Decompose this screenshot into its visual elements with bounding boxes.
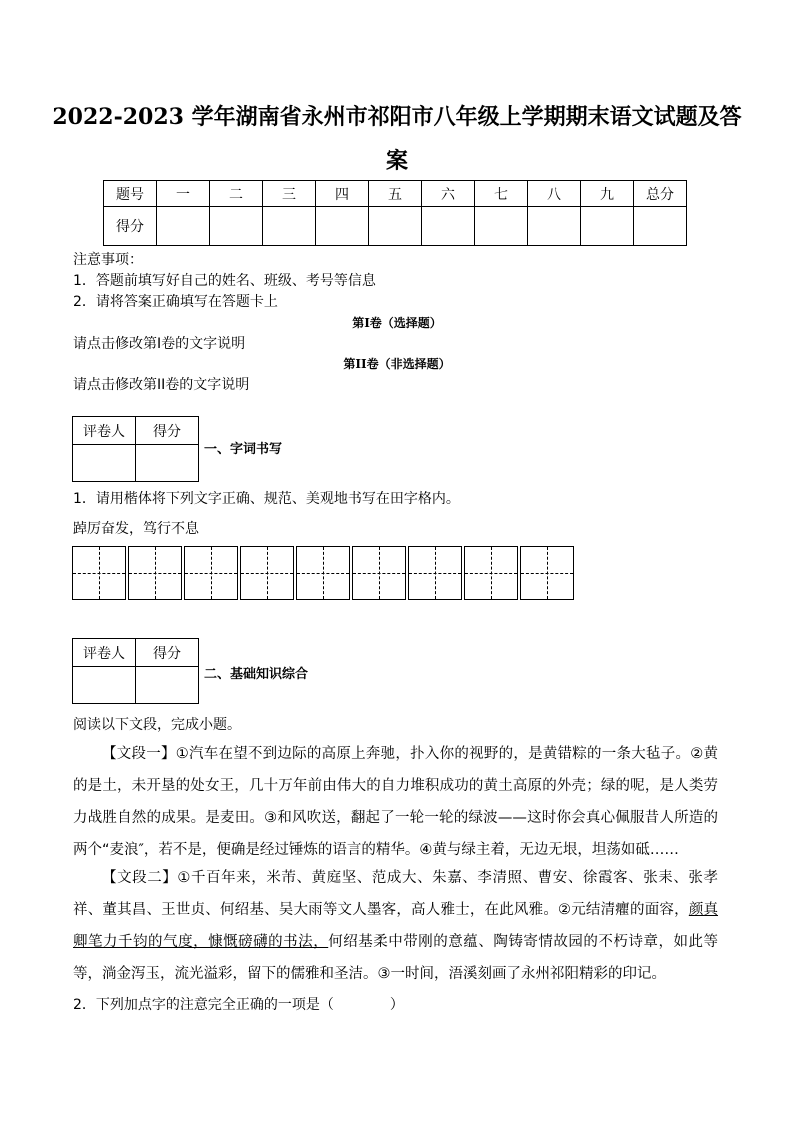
score-blank-cell[interactable]	[528, 207, 581, 246]
part1-hint[interactable]: 请点击修改第I卷的文字说明	[73, 336, 246, 352]
passage-two-part-b: 何绍基柔中带刚的意蕴、陶铸寄情故园的不朽诗章，如此等等，淌金泻玉，流光溢彩，留下的儒雅和圣洁。③一时间，浯溪刻画了永州祁阳精彩的印记。	[73, 934, 718, 982]
notice-heading: 注意事项：	[73, 252, 143, 268]
score-header-cell: 六	[422, 181, 475, 207]
tianzige-cell[interactable]	[520, 546, 574, 600]
tianzige-cell[interactable]	[296, 546, 350, 600]
score-row-label: 得分	[104, 207, 157, 246]
writing-words: 踔厉奋发，笃行不息	[73, 521, 199, 537]
section2-title: 二、基础知识综合	[204, 667, 309, 682]
passage-one	[73, 738, 718, 866]
score-table-score-row	[104, 207, 687, 246]
grader-score-label: 得分	[136, 417, 199, 445]
score-blank-cell[interactable]	[634, 207, 687, 246]
grader-score-blank[interactable]	[136, 667, 199, 704]
tianzige-cell[interactable]	[240, 546, 294, 600]
question-1: 1．请用楷体将下列文字正确、规范、美观地书写在田字格内。	[73, 491, 460, 507]
passage-two-underlined: 颜真卿笔力千钧的气度，慷慨磅礴的书法，	[73, 902, 719, 950]
tianzige-cell[interactable]	[128, 546, 182, 600]
score-blank-cell[interactable]	[263, 207, 316, 246]
score-header-cell: 八	[528, 181, 581, 207]
document-title-line1: 2022-2023 学年湖南省永州市祁阳市八年级上学期期末语文试题及答	[52, 104, 742, 130]
grader-box	[72, 638, 199, 704]
score-header-cell: 九	[581, 181, 634, 207]
passage-two	[73, 862, 718, 990]
score-header-cell: 二	[210, 181, 263, 207]
tianzige-cell[interactable]	[72, 546, 126, 600]
part2-title: 第II卷（非选择题）	[343, 357, 451, 371]
notice-item: 2．请将答案正确填写在答题卡上	[73, 294, 278, 310]
passage-two-part-a: 【文段二】①千百年来，米芾、黄庭坚、范成大、朱嘉、李清照、曹安、徐霞客、张耒、张孝祥、董其昌、王世贞、何绍基、吴大雨等文人墨客，高人雅士，在此风雅。②元结清癯的面容，	[73, 870, 718, 918]
score-blank-cell[interactable]	[369, 207, 422, 246]
score-blank-cell[interactable]	[210, 207, 263, 246]
question-2: 2．下列加点字的注意完全正确的一项是（ ）	[73, 997, 404, 1013]
grader-box	[72, 416, 199, 482]
score-header-cell: 四	[316, 181, 369, 207]
grader-reviewer-blank[interactable]	[73, 445, 136, 482]
tianzige-cell[interactable]	[184, 546, 238, 600]
score-table	[103, 180, 687, 246]
score-blank-cell[interactable]	[316, 207, 369, 246]
grader-reviewer-label: 评卷人	[73, 417, 136, 445]
score-header-cell: 五	[369, 181, 422, 207]
score-blank-cell[interactable]	[422, 207, 475, 246]
score-blank-cell[interactable]	[157, 207, 210, 246]
grader-score-blank[interactable]	[136, 445, 199, 482]
grader-reviewer-label: 评卷人	[73, 639, 136, 667]
score-header-cell: 题号	[104, 181, 157, 207]
grader-score-label: 得分	[136, 639, 199, 667]
notice-item: 1．答题前填写好自己的姓名、班级、考号等信息	[73, 273, 376, 289]
passage-one-text: 【文段一】①汽车在望不到边际的高原上奔驰，扑入你的视野的，是黄错粽的一条大毡子。②黄的是土，未开垦的处女王，几十万年前由伟大的自力堆积成功的黄土高原的外壳；绿的呢，是人类劳力战胜自然的成果。是麦田。③和风吹送，翻起了一轮一轮的绿波——这时你会真心佩服昔人所造的两个“麦浪″，若不是，便确是经过锤炼的语言的精华。④黄与绿主着，无边无垠，坦荡如砥……	[73, 746, 718, 858]
tianzige-cell[interactable]	[352, 546, 406, 600]
tianzige-cell[interactable]	[464, 546, 518, 600]
tianzige-cell[interactable]	[408, 546, 462, 600]
score-header-cell: 一	[157, 181, 210, 207]
grader-reviewer-blank[interactable]	[73, 667, 136, 704]
tianzige-grid	[72, 546, 576, 600]
score-header-cell: 总分	[634, 181, 687, 207]
score-blank-cell[interactable]	[581, 207, 634, 246]
score-header-cell: 三	[263, 181, 316, 207]
score-blank-cell[interactable]	[475, 207, 528, 246]
reading-intro: 阅读以下文段，完成小题。	[73, 717, 241, 733]
score-table-header-row	[104, 181, 687, 207]
passage-two-text	[73, 862, 718, 990]
section1-title: 一、字词书写	[204, 442, 283, 457]
part2-hint[interactable]: 请点击修改第II卷的文字说明	[73, 377, 250, 393]
document-title-line2: 案	[385, 148, 408, 174]
part1-title: 第I卷（选择题）	[352, 316, 442, 330]
score-header-cell: 七	[475, 181, 528, 207]
